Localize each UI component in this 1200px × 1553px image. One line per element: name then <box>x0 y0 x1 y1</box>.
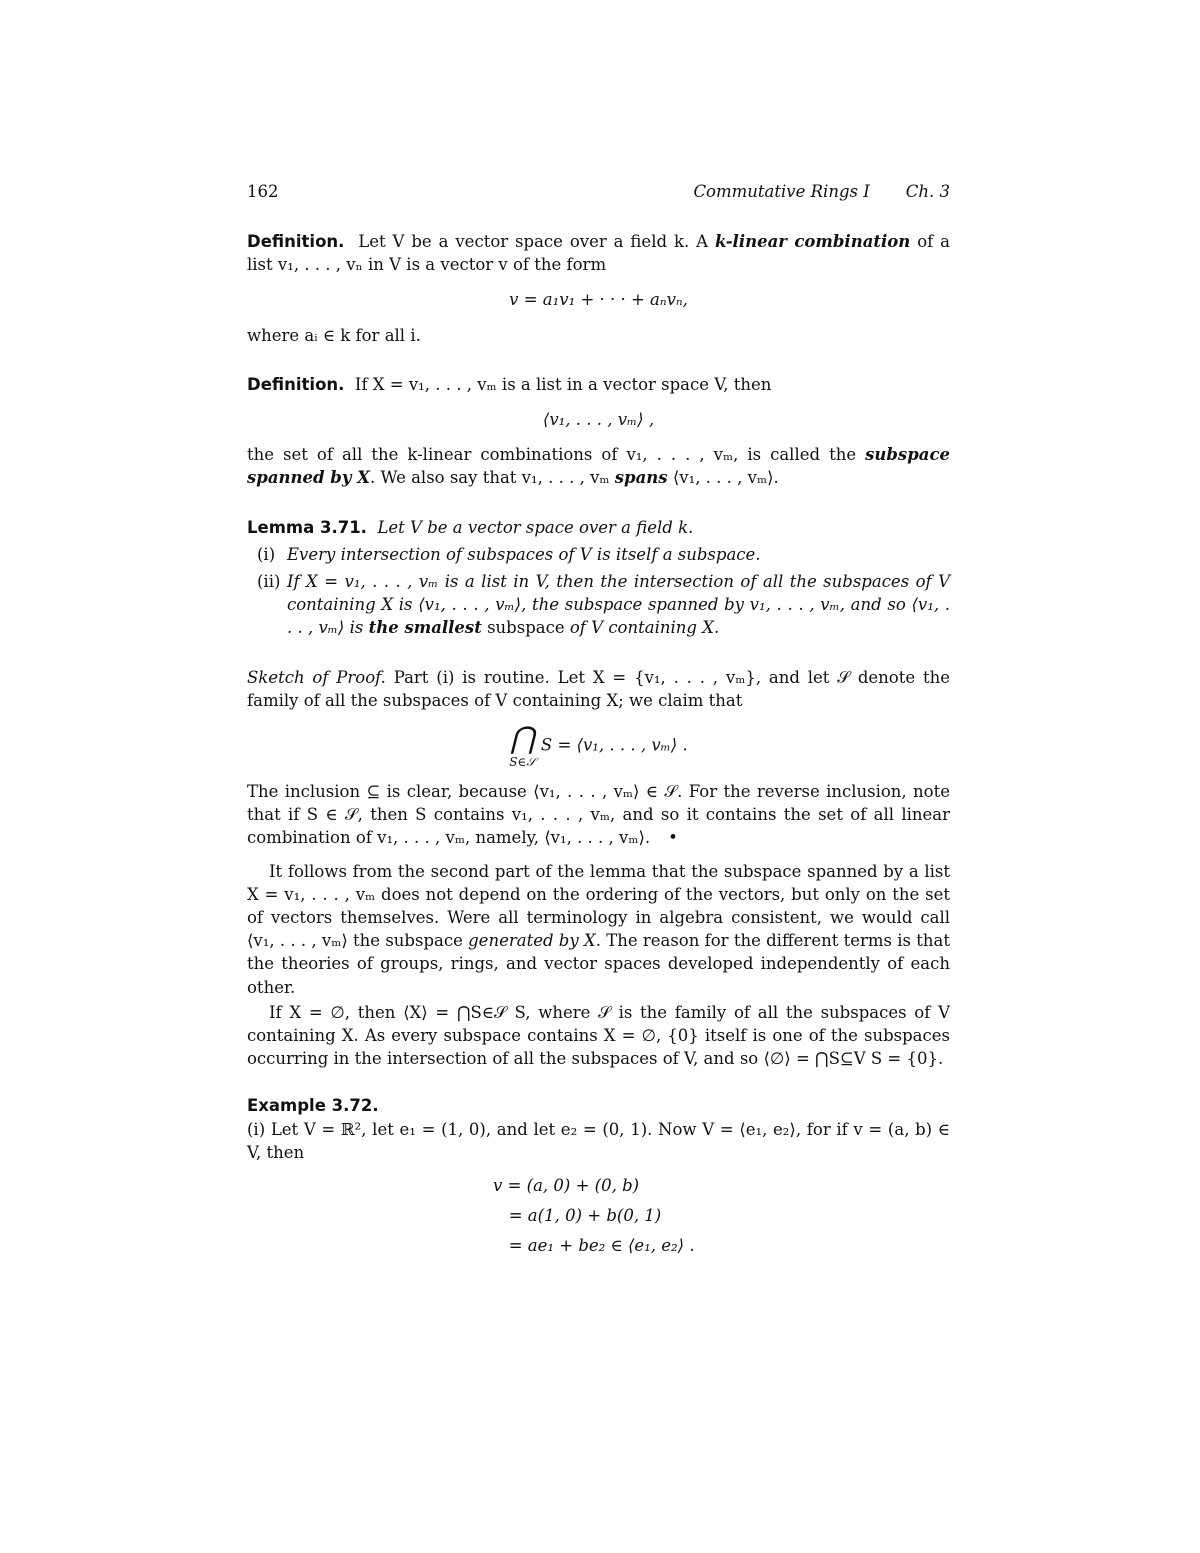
defined-term: the smallest <box>368 618 482 638</box>
example-paragraph: (i) Let V = ℝ², let e₁ = (1, 0), and let e₂ = (0, 1). Now V = ⟨e₁, e₂⟩, for if v = (a, b) ∈ V, then <box>247 1119 950 1162</box>
qed-bullet: • <box>668 828 678 848</box>
definition-label: Definition. <box>247 374 345 394</box>
equation-rest: S = ⟨v₁, . . . , vₘ⟩ . <box>540 735 688 755</box>
lemma <box>247 516 950 640</box>
equation-line: = ae₁ + be₂ ∈ ⟨e₁, e₂⟩ . <box>493 1236 695 1256</box>
item-label: (ii) <box>257 572 281 592</box>
equation-line: = a(1, 0) + b(0, 1) <box>493 1206 662 1226</box>
chapter-label: Ch. 3 <box>905 182 950 201</box>
emphasized-term: generated by X <box>468 931 596 951</box>
lemma-statement <box>247 516 950 539</box>
definition-text: ⟨v₁, . . . , vₘ⟩. <box>667 468 779 488</box>
defined-term: subspace spanned by X <box>247 445 950 488</box>
aligned-equations <box>247 1174 950 1264</box>
definition-text: Let V be a vector space over a field k. A <box>358 232 715 251</box>
item-text: If X = v₁, . . . , vₘ is a list in V, then the intersection of all the subspaces of V containing X is ⟨v₁, . . . , vₘ⟩, the subspace spanned by v₁, . . . , vₘ, and so ⟨v₁, . . . , vₘ⟩ is <box>287 572 950 638</box>
definition-paragraph <box>247 443 950 489</box>
item-text: subspace <box>481 618 565 638</box>
definition-label: Definition. <box>247 232 345 251</box>
running-title-text: Commutative Rings I <box>693 182 870 201</box>
page-number: 162 <box>247 182 279 201</box>
running-title <box>693 180 950 203</box>
display-equation <box>247 721 950 770</box>
display-equation: v = a₁v₁ + · · · + aₙvₙ, <box>509 290 688 310</box>
definition-paragraph <box>247 230 950 276</box>
proof-paragraph <box>247 780 950 850</box>
proof-paragraph <box>247 666 950 712</box>
definition-linear-combination <box>247 230 950 347</box>
proof-text: Part (i) is routine. Let X = {v₁, . . . , vₘ}, and let 𝒮 denote the family of all the subspaces of V containing X; we claim that <box>247 667 950 710</box>
definition-text: If X = v₁, . . . , vₘ is a list in a vector space V, then <box>354 374 772 394</box>
definition-text: of a list v₁, . . . , vₙ in V is a vector v of the form <box>247 232 950 275</box>
big-intersection <box>509 721 536 770</box>
paragraph-text: It follows from the second part of the lemma that the subspace spanned by a list X = v₁, . . . , vₘ does not depend on the ordering of the vectors, but only on the set of vectors themselves. Were all terminology in algebra consistent, we would call ⟨v₁, . . . , vₘ⟩ the subspace <box>247 861 950 951</box>
intersection-subscript: S∈𝒮 <box>509 755 536 770</box>
definition-paragraph: where aᵢ ∈ k for all i. <box>247 325 421 345</box>
item-label: (i) <box>257 544 276 564</box>
definition-span <box>247 373 950 490</box>
definition-text: the set of all the k-linear combinations of v₁, . . . , vₘ, is called the <box>247 445 866 465</box>
page <box>247 180 950 1264</box>
lemma-item <box>247 543 950 566</box>
example-label <box>247 1094 950 1117</box>
definition-text: . We also say that v₁, . . . , vₘ <box>369 468 615 488</box>
lemma-text: Let V be a vector space over a field k. <box>377 517 694 537</box>
proof-label: Sketch of Proof. <box>247 667 386 687</box>
body-paragraph: If X = ∅, then ⟨X⟩ = ⋂S∈𝒮 S, where 𝒮 is the family of all the subspaces of V containing X. As every subspace contains X = ∅, {0} itself is one of the subspaces occurring in the intersection of all the subspaces of V, and so ⟨∅⟩ = ⋂S⊆V S = {0}. <box>247 1002 950 1069</box>
example <box>247 1094 950 1264</box>
defined-term: k-linear combination <box>714 232 911 251</box>
example-title: Example 3.72. <box>247 1096 379 1116</box>
item-text: Every intersection of subspaces of V is itself a subspace. <box>287 544 761 564</box>
body-paragraph <box>247 860 950 999</box>
item-text: of V containing X. <box>564 618 720 638</box>
lemma-item <box>247 570 950 640</box>
proof-text: The inclusion ⊆ is clear, because ⟨v₁, . . . , vₘ⟩ ∈ 𝒮. For the reverse inclusion, note that if S ∈ 𝒮, then S contains v₁, . . . , vₘ, and so it contains the set of all linear combination of v₁, . . . , vₘ, namely, ⟨v₁, . . . , vₘ⟩. <box>247 782 950 848</box>
running-header <box>247 180 950 210</box>
definition-paragraph <box>247 373 950 396</box>
lemma-label: Lemma 3.71. <box>247 517 367 537</box>
proof <box>247 666 950 850</box>
intersection-symbol: ⋂ <box>510 721 535 757</box>
defined-term: spans <box>614 468 668 488</box>
display-equation: ⟨v₁, . . . , vₘ⟩ , <box>542 410 655 430</box>
paragraph-text: . The reason for the different terms is that the theories of groups, rings, and vector spaces developed independently of each other. <box>247 931 950 997</box>
equation-line: v = (a, 0) + (0, b) <box>493 1176 640 1196</box>
